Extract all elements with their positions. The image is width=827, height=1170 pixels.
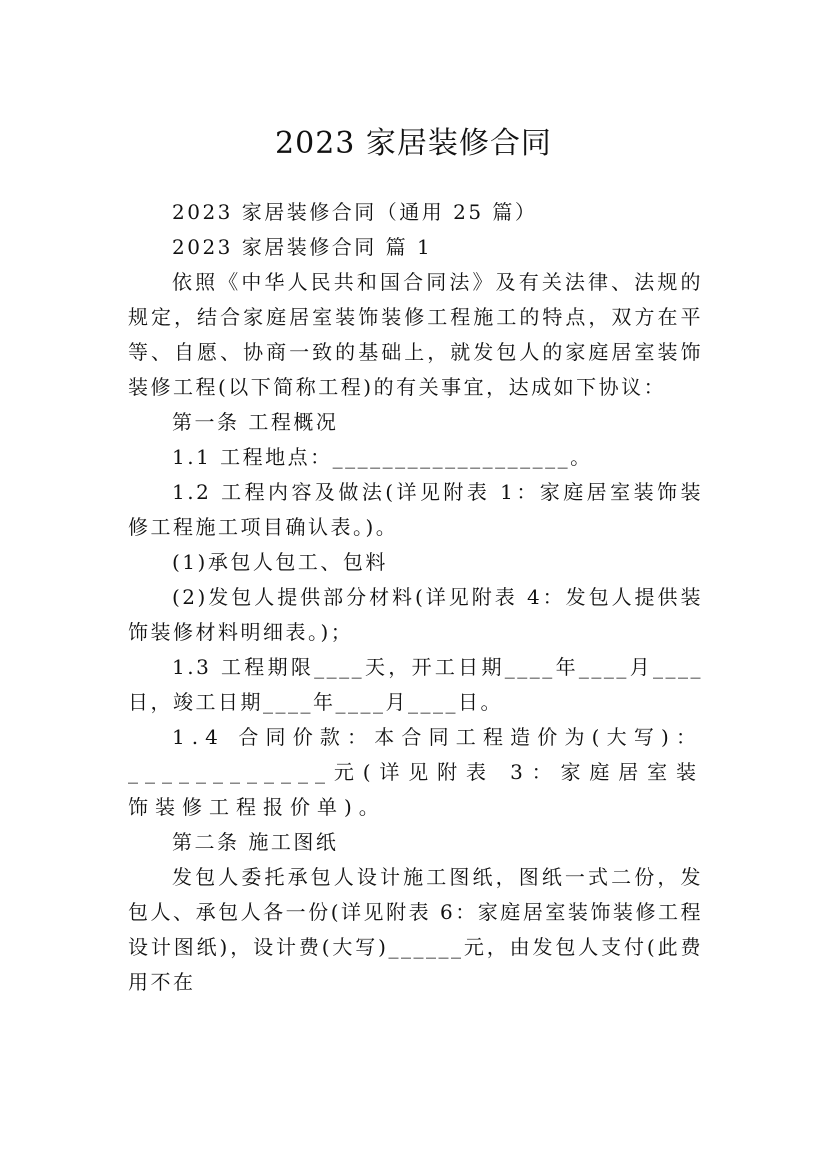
clause-1-4: 1.4 合同价款：本合同工程造价为(大写)：____________元(详见附表 3：家庭居室装饰装修工程报价单)。 [128, 725, 703, 819]
clause-1-3: 1.3 工程期限____天，开工日期____年____月____日，竣工日期____年____月____日。 [128, 655, 703, 714]
clause-1-2-item-1: (1)承包人包工、包料 [172, 550, 388, 574]
paragraph-section-heading: 2023 家居装修合同 篇 1 [172, 235, 433, 259]
article-two-heading: 第二条 施工图纸 [172, 830, 339, 854]
clause-1-2: 1.2 工程内容及做法(详见附表 1：家庭居室装饰装修工程施工项目确认表。)。 [128, 480, 703, 539]
clause-1-2-item-2: (2)发包人提供部分材料(详见附表 4：发包人提供装饰装修材料明细表。)； [128, 585, 703, 644]
document-body [128, 195, 703, 1000]
article-one-heading: 第一条 工程概况 [172, 410, 339, 434]
clause-1-1: 1.1 工程地点：___________________。 [172, 445, 593, 469]
paragraph-preamble: 依照《中华人民共和国合同法》及有关法律、法规的规定，结合家庭居室装饰装修工程施工的特点，双方在平等、自愿、协商一致的基础上，就发包人的家庭居室装饰装修工程(以下简称工程)的有关事宜，达成如下协议： [128, 270, 703, 399]
document-title: 2023 家居装修合同 [275, 126, 552, 162]
paragraph-subtitle: 2023 家居装修合同（通用 25 篇） [172, 200, 538, 224]
article-two-body: 发包人委托承包人设计施工图纸，图纸一式二份，发包人、承包人各一份(详见附表 6：家庭居室装饰装修工程设计图纸)，设计费(大写)______元，由发包人支付(此费用不在 [128, 865, 703, 994]
